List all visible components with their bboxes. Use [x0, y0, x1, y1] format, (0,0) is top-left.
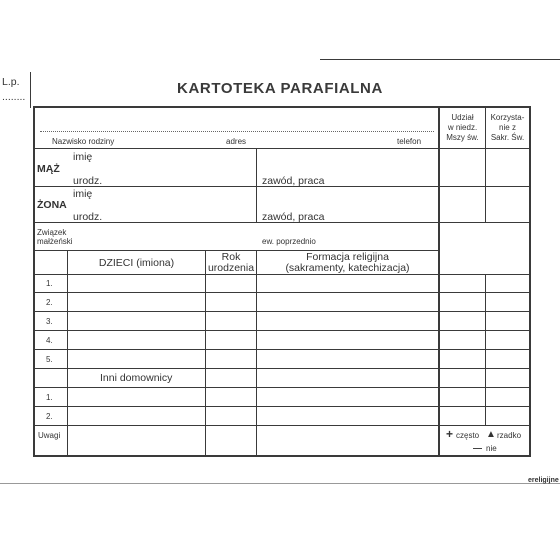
legend-czesto: często [456, 431, 480, 440]
other-row-1: 1. [46, 393, 53, 402]
poprzednio-label: ew. poprzednio [262, 237, 316, 246]
row-line-3 [33, 330, 531, 331]
lp-dots: ........ [2, 91, 26, 103]
udzial-label-3: Mszy św. [446, 133, 479, 142]
lp-divider [30, 72, 31, 108]
row-line-4 [33, 349, 531, 350]
maz-imie: imię [73, 151, 93, 163]
minus-icon: — [473, 443, 482, 453]
maz-label: MĄŻ [37, 163, 60, 175]
formacja-header-2: (sakramenty, katechizacja) [285, 262, 410, 274]
zona-label: ŻONA [37, 199, 67, 211]
inni-domownicy-label: Inni domownicy [100, 372, 173, 384]
adres-label: adres [226, 137, 247, 146]
formacja-header-1: Formacja religijna [306, 251, 389, 263]
row-line-8 [33, 425, 531, 426]
row-line-6 [33, 387, 531, 388]
top-edge-line [320, 59, 560, 60]
nazwisko-label: Nazwisko rodziny [52, 137, 115, 146]
footer-brand: ereligijne [528, 477, 559, 484]
page-title: KARTOTEKA PARAFIALNA [177, 80, 383, 97]
row-line-7 [33, 406, 531, 407]
frame-bottom [33, 455, 531, 457]
uwagi-label: Uwagi [38, 431, 61, 440]
zona-imie: imię [73, 188, 93, 200]
udzial-label-2: w niedz. [447, 123, 478, 132]
row-line-1 [33, 292, 531, 293]
zwiazek-line2: małżeński [37, 237, 73, 246]
lp-label: L.p. [2, 76, 20, 88]
frame-left [33, 106, 35, 457]
child-row-3: 3. [46, 317, 53, 326]
child-row-2: 2. [46, 298, 53, 307]
frame-right [529, 106, 531, 457]
maz-zawod: zawód, praca [262, 175, 325, 187]
spouse-col-divider [256, 148, 257, 222]
rok-header-2: urodzenia [207, 262, 255, 274]
other-row-2: 2. [46, 412, 53, 421]
children-header-bottom [33, 274, 440, 275]
rok-header-1: Rok [221, 251, 241, 263]
page-bottom-line [0, 483, 560, 484]
right-col-divider-bottom [485, 274, 486, 426]
frame-top [33, 106, 531, 108]
legend-rzadko: rzadko [497, 431, 522, 440]
child-row-1: 1. [46, 279, 53, 288]
child-row-5: 5. [46, 355, 53, 364]
legend-nie: nie [486, 444, 497, 453]
row-line-5 [33, 368, 531, 369]
korzystanie-label-2: nie z [499, 123, 516, 132]
child-row-4: 4. [46, 336, 53, 345]
zwiazek-line1: Związek [37, 228, 67, 237]
dzieci-header: DZIECI (imiona) [98, 257, 175, 269]
plus-icon: + [446, 427, 454, 441]
line-header-bottom [33, 148, 531, 149]
udzial-label-1: Udział [451, 113, 474, 122]
maz-urodz: urodz. [73, 175, 103, 187]
family-name-dotted-line [40, 131, 434, 132]
row-line-2 [33, 311, 531, 312]
zona-zawod: zawód, praca [262, 211, 325, 223]
korzystanie-label-3: Sakr. Św. [490, 133, 525, 142]
telefon-label: telefon [397, 137, 422, 146]
korzystanie-label-1: Korzysta- [490, 113, 525, 122]
zona-urodz: urodz. [73, 211, 103, 223]
right-section-divider [438, 106, 440, 457]
triangle-icon: ▲ [486, 429, 496, 440]
line-right-after-gap [440, 274, 530, 275]
